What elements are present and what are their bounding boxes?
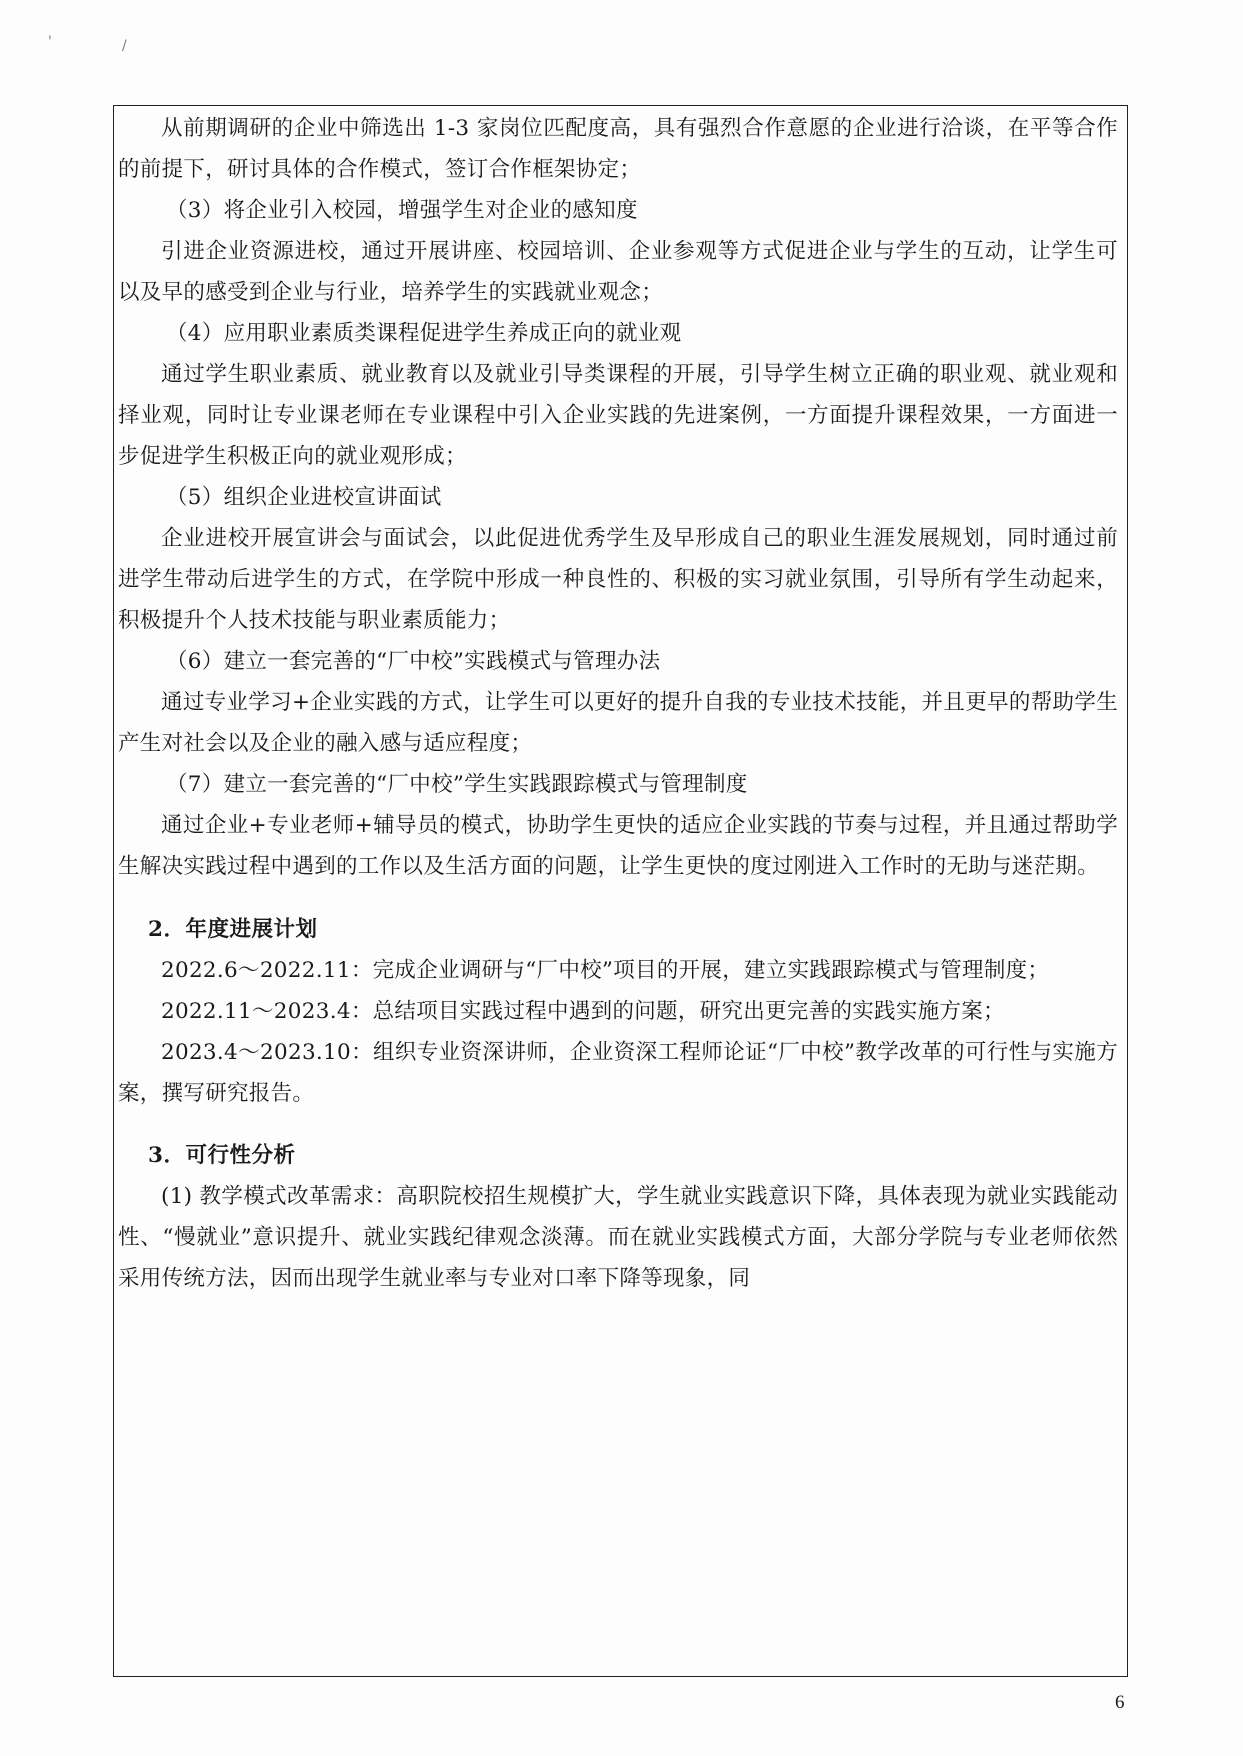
document-body	[118, 108, 1118, 1299]
plan-item-1: 2022.6～2022.11：完成企业调研与“厂中校”项目的开展，建立实践跟踪模式与管理制度；	[161, 958, 1050, 983]
subheading-7: （7）建立一套完善的“厂中校”学生实践跟踪模式与管理制度	[166, 772, 748, 797]
plan-item-3: 2023.4～2023.10：组织专业资深讲师，企业资深工程师论证“厂中校”教学改革的可行性与实施方案，撰写研究报告。	[118, 1040, 1118, 1106]
para-feasibility-1: (1) 教学模式改革需求：高职院校招生规模扩大，学生就业实践意识下降，具体表现为就业实践能动性、“慢就业”意识提升、就业实践纪律观念淡薄。而在就业实践模式方面，大部分学院与专业老师依然采用传统方法，因而出现学生就业率与专业对口率下降等现象，同	[118, 1184, 1118, 1291]
para-3: 引进企业资源进校，通过开展讲座、校园培训、企业参观等方式促进企业与学生的互动，让学生可以及早的感受到企业与行业，培养学生的实践就业观念；	[118, 239, 1118, 305]
page-number: 6	[1115, 1692, 1125, 1713]
para-5: 企业进校开展宣讲会与面试会，以此促进优秀学生及早形成自己的职业生涯发展规划，同时通过前进学生带动后进学生的方式，在学院中形成一种良性的、积极的实习就业氛围，引导所有学生动起来，积极提升个人技术技能与职业素质能力；	[118, 526, 1118, 633]
para-4: 通过学生职业素质、就业教育以及就业引导类课程的开展，引导学生树立正确的职业观、就业观和择业观，同时让专业课老师在专业课程中引入企业实践的先进案例，一方面提升课程效果，一方面进一步促进学生积极正向的就业观形成；	[118, 362, 1118, 469]
section-heading-annual-plan: 2．年度进展计划	[148, 917, 318, 942]
subheading-4: （4）应用职业素质类课程促进学生养成正向的就业观	[166, 321, 682, 346]
plan-item-2: 2022.11～2023.4：总结项目实践过程中遇到的问题，研究出更完善的实践实施方案；	[161, 999, 1005, 1024]
para-6: 通过专业学习+企业实践的方式，让学生可以更好的提升自我的专业技术技能，并且更早的帮助学生产生对社会以及企业的融入感与适应程度；	[118, 690, 1118, 756]
section-spacer	[118, 887, 1118, 909]
section-heading-feasibility: 3．可行性分析	[148, 1143, 296, 1168]
subheading-3: （3）将企业引入校园，增强学生对企业的感知度	[166, 198, 638, 223]
subheading-5: （5）组织企业进校宣讲面试	[166, 485, 442, 510]
para-7: 通过企业+专业老师+辅导员的模式，协助学生更快的适应企业实践的节奏与过程，并且通过帮助学生解决实践过程中遇到的工作以及生活方面的问题，让学生更快的度过刚进入工作时的无助与迷茫期。	[118, 813, 1118, 879]
scan-speck: '	[48, 34, 52, 50]
section-spacer	[118, 1114, 1118, 1135]
para-company-selection: 从前期调研的企业中筛选出 1-3 家岗位匹配度高，具有强烈合作意愿的企业进行洽谈，在平等合作的前提下，研讨具体的合作模式，签订合作框架协定；	[118, 116, 1118, 182]
scan-speck: /	[122, 38, 127, 54]
subheading-6: （6）建立一套完善的“厂中校”实践模式与管理办法	[166, 649, 661, 674]
